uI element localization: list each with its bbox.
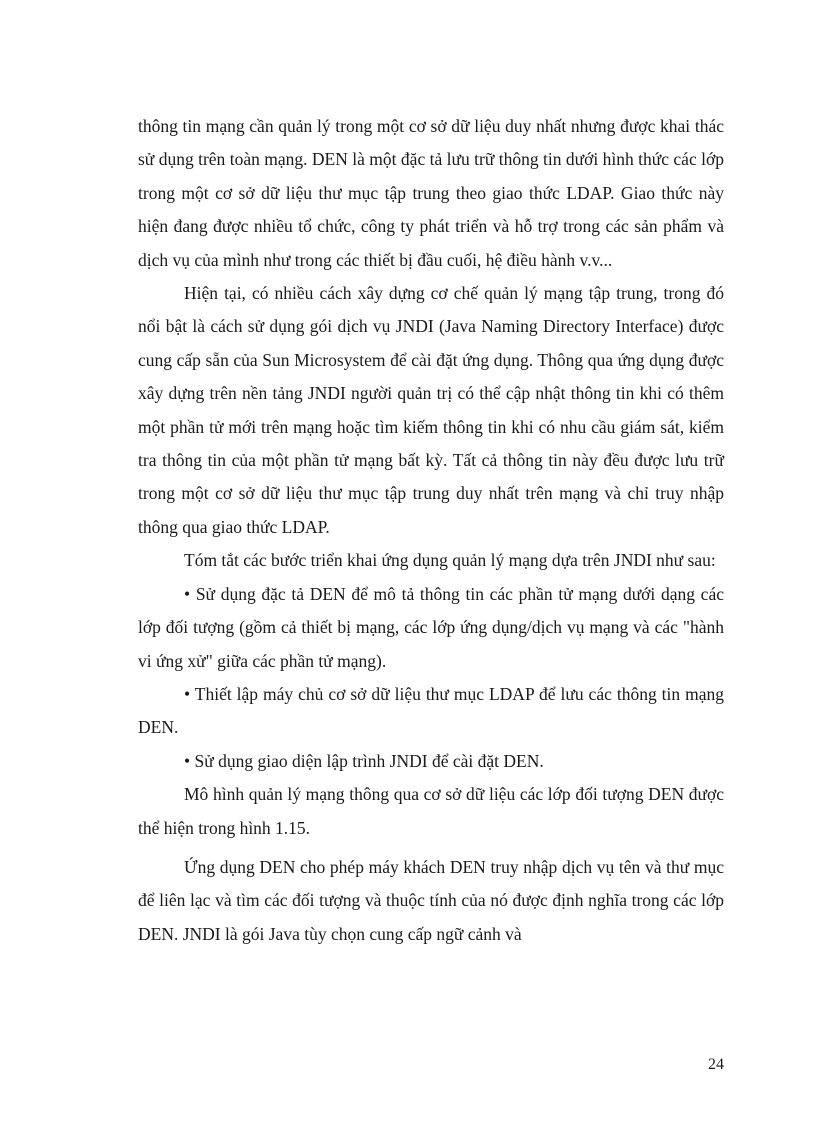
- paragraph-den-application: Ứng dụng DEN cho phép máy khách DEN truy nhập dịch vụ tên và thư mục để liên lạc và tìm các đối tượng và thuộc tính của nó được định nghĩa trong các lớp DEN. JNDI là gói Java tùy chọn cung cấp ngữ cảnh và: [138, 856, 724, 944]
- bullet-step-3: • Sử dụng giao diện lập trình JNDI để cài đặt DEN.: [184, 750, 544, 771]
- paragraph-model-reference: Mô hình quản lý mạng thông qua cơ sở dữ liệu các lớp đối tượng DEN được thể hiện trong hình 1.15.: [138, 784, 724, 838]
- paragraph-steps-summary: Tóm tắt các bước triển khai ứng dụng quản lý mạng dựa trên JNDI như sau:: [184, 550, 716, 571]
- bullet-step-2: • Thiết lập máy chủ cơ sở dữ liệu thư mục LDAP để lưu các thông tin mạng DEN.: [138, 683, 724, 738]
- body-text: [138, 110, 724, 951]
- page-number: 24: [708, 1056, 724, 1073]
- paragraph-intro-continuation: thông tin mạng cần quản lý trong một cơ sở dữ liệu duy nhất nhưng được khai thác sử dụng trên toàn mạng. DEN là một đặc tả lưu trữ thông tin dưới hình thức các lớp trong một cơ sở dữ liệu thư mục tập trung theo giao thức LDAP. Giao thức này hiện đang được nhiều tổ chức, công ty phát triển và hỗ trợ trong các sản phẩm và dịch vụ của mình như trong các thiết bị đầu cuối, hệ điều hành v.v...: [138, 116, 724, 270]
- bullet-step-1: • Sử dụng đặc tả DEN để mô tả thông tin các phần tử mạng dưới dạng các lớp đối tượng (gồm cả thiết bị mạng, các lớp ứng dụng/dịch vụ mạng và các "hành vi ứng xử" giữa các phần tử mạng).: [138, 583, 724, 671]
- paragraph-jndi-overview: Hiện tại, có nhiều cách xây dựng cơ chế quản lý mạng tập trung, trong đó nổi bật là cách sử dụng gói dịch vụ JNDI (Java Naming Directory Interface) được cung cấp sẵn của Sun Microsystem để cài đặt ứng dụng. Thông qua ứng dụng được xây dựng trên nền tảng JNDI người quản trị có thể cập nhật thông tin khi có thêm một phần tử mới trên mạng hoặc tìm kiếm thông tin khi có nhu cầu giám sát, kiểm tra thông tin của một phần tử mạng bất kỳ. Tất cả thông tin này đều được lưu trữ trong một cơ sở dữ liệu thư mục tập trung duy nhất trên mạng và chỉ truy nhập thông qua giao thức LDAP.: [138, 283, 724, 537]
